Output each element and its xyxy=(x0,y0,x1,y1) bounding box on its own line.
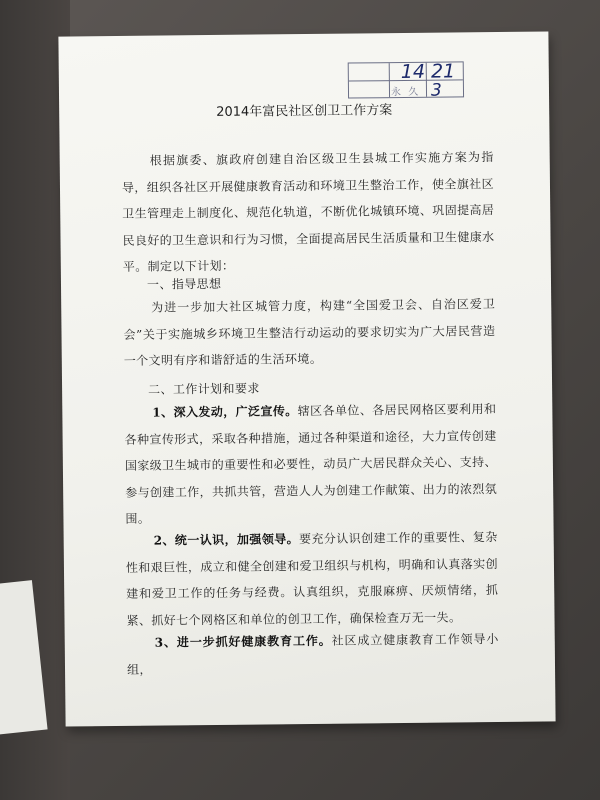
intro-paragraph: 根据旗委、旗政府创建自治区级卫生县城工作实施方案为指导，组织各社区开展健康教育活动和环境卫生整治工作，使全旗社区卫生管理走上制度化、规范化轨道，不断优化城镇环境、巩固提高居民良好的卫生意识和行为习惯，全面提高居民生活质量和卫生健康水平。制定以下计划： xyxy=(121,150,495,274)
item2-lead: 2、统一认识，加强领导。 xyxy=(153,532,300,548)
document-page xyxy=(58,31,555,726)
handwritten-number: 14 21 xyxy=(400,60,456,84)
item1-lead: 1、深入发动，广泛宣传。 xyxy=(152,404,298,420)
item1-text: 辖区各单位、各居民网格区要利用和各种宣传形式，采取各种措施，通过各种渠道和途径，大力宣传创建国家级卫生城市的重要性和必要性，动员广大居民群众关心、支持、参与创建工作，共抓共管，营造人人为创建工作献策、出力的浓烈氛围。 xyxy=(124,402,498,526)
item3-paragraph xyxy=(127,626,500,683)
item3-text: 社区成立健康教育工作领导小组， xyxy=(126,632,499,677)
section1-heading: 一、指导思想 xyxy=(146,276,222,292)
handwritten-count: 3 xyxy=(430,80,442,101)
section1-paragraph: 为进一步加大社区城管力度，构建“全国爱卫会、自治区爱卫会”关于实施城乡环境卫生整洁行动运动的要求切实为广大居民营造一个文明有序和谐舒适的生活环境。 xyxy=(123,297,496,368)
stamp-label: 永 久 xyxy=(390,86,421,99)
section2-heading: 二、工作计划和要求 xyxy=(148,381,260,397)
item3-lead: 3、进一步抓好健康教育工作。 xyxy=(154,633,332,650)
item1-paragraph xyxy=(124,396,497,532)
document-title: 2014年富民社区创卫工作方案 xyxy=(216,103,393,120)
item2-paragraph xyxy=(126,524,499,634)
item2-text: 要充分认识创建工作的重要性、复杂性和艰巨性，成立和健全创建和爱卫组织与机构，明确和认真落实创建和爱卫工作的任务与经费。认真组织，克服麻痹、厌烦情绪，抓紧、抓好七个网格区和单位的创卫工作，确保检查万无一失。 xyxy=(125,530,499,628)
